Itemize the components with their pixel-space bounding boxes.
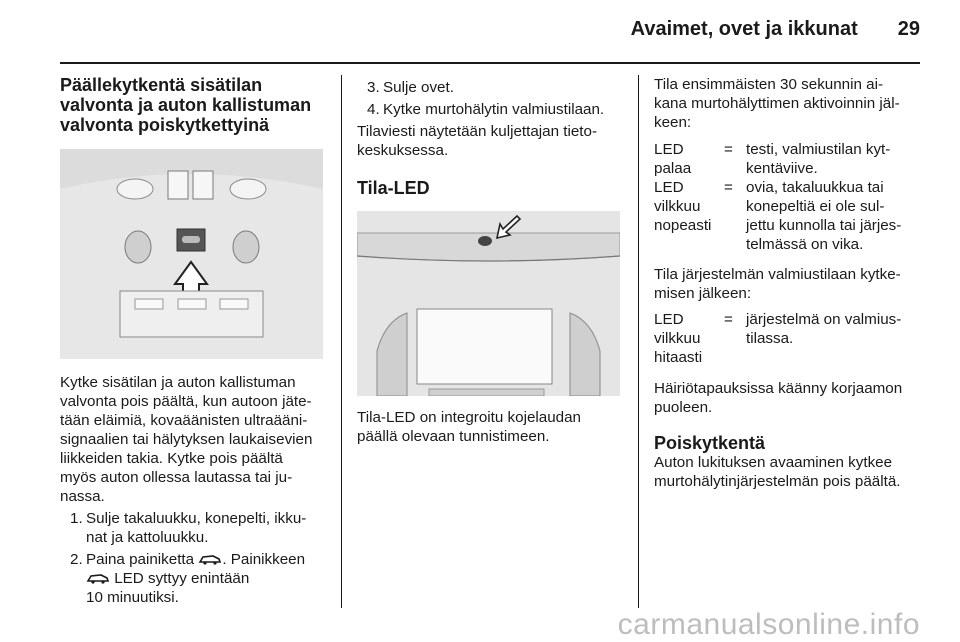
subheading-status-led: Tila-LED <box>357 178 430 198</box>
column-3 <box>654 75 920 491</box>
page-number: 29 <box>897 18 920 40</box>
subheading-deactivation: Poiskytkentä <box>654 433 766 453</box>
step-1: 1. Sulje takaluukku, konepelti, ikku- nat ja kattoluukku. <box>70 510 307 546</box>
led-status-definition-1: LED palaa = testi, valmiustilan kyt- kentäviive. <box>654 141 891 177</box>
overhead-console-figure <box>60 149 323 359</box>
steps-list-continued <box>357 78 623 119</box>
led-status-definition-3: LED vilkkuu hitaasti = järjestelmä on valmius- tilassa. <box>654 311 902 366</box>
car-tilt-icon <box>86 572 110 584</box>
led-status-definition-2: LED vilkkuu nopeasti = ovia, takaluukkua tai konepeltiä ei ole sul- jettu kunnolla tai järjes- telmässä on vika. <box>654 179 902 253</box>
info-paragraph: Tilaviesti näytetään kuljettajan tieto- keskuksessa. <box>357 123 598 159</box>
column-divider-2 <box>638 75 639 608</box>
intro-paragraph: Kytke sisätilan ja auton kallistuman valvonta pois päältä, kun autoon jäte- tään eläimiä, kovaäänisten ultraääni- signaalien tai hälytyksen laukaisevien liikkeiden takia. Kytke pois päältä myös auton ollessa lautassa tai ju- nassa. <box>60 374 313 505</box>
section-heading: Päällekytkentä sisätilan valvonta ja auton kallistuman valvonta poiskytkettyinä <box>60 75 312 135</box>
header-divider <box>60 62 920 64</box>
step-4: 4. Kytke murtohälytin valmiustilaan. <box>367 101 605 118</box>
dashboard-led-figure <box>357 211 620 396</box>
figure-caption: Tila-LED on integroitu kojelaudan päällä olevaan tunnistimeen. <box>357 409 582 445</box>
deactivation-paragraph: Auton lukituksen avaaminen kytkee murtohälytinjärjestelmän pois päältä. <box>654 454 901 490</box>
step-2: 2. Paina painiketta . Painikkeen LED syttyy enintään 10 minuutiksi. <box>70 551 306 606</box>
status-intro: Tila ensimmäisten 30 sekunnin ai- kana murtohälyttimen aktivoinnin jäl- keen: <box>654 76 900 131</box>
step-3: 3. Sulje ovet. <box>367 79 454 96</box>
column-divider-1 <box>341 75 342 608</box>
armed-intro: Tila järjestelmän valmiustilaan kytke- misen jälkeen: <box>654 266 901 302</box>
car-tilt-icon <box>198 553 222 565</box>
watermark: carmanualsonline.info <box>617 608 920 641</box>
column-2 <box>357 75 623 446</box>
page-header <box>60 18 920 58</box>
fault-paragraph: Häiriötapauksissa käänny korjaamon puoleen. <box>654 380 903 416</box>
column-1 <box>60 75 326 607</box>
steps-list <box>60 509 326 607</box>
section-title: Avaimet, ovet ja ikkunat <box>630 18 858 40</box>
